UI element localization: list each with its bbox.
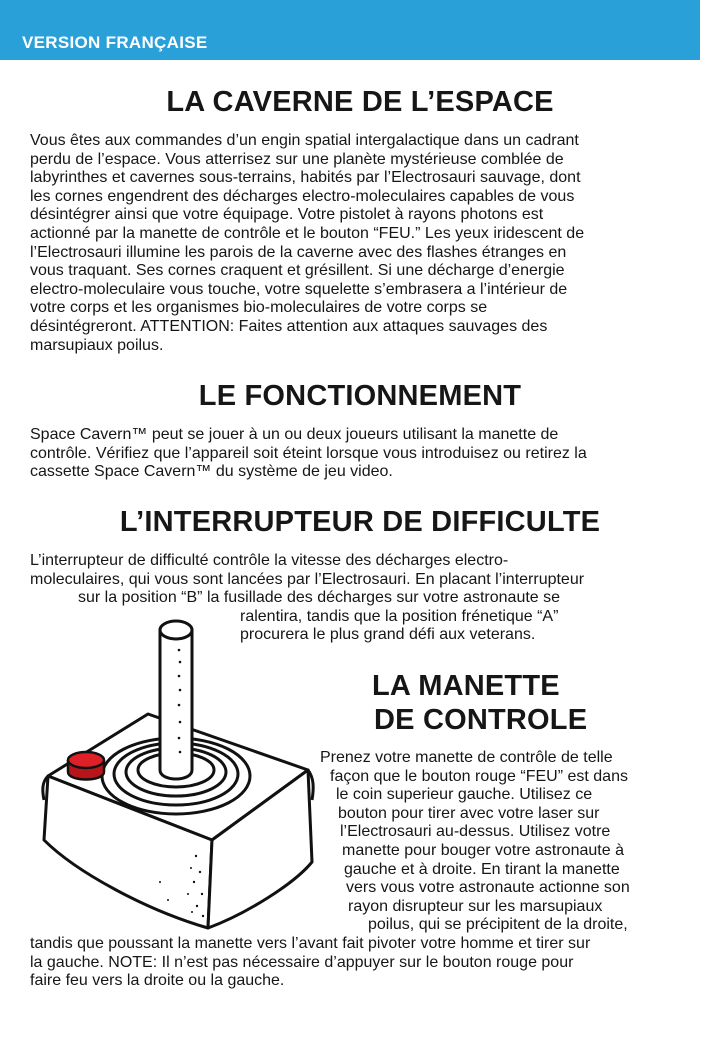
- text-line: manette pour bouger votre astronaute à: [342, 841, 624, 859]
- text-line: Space Cavern™ peut se jouer à un ou deux joueurs utilisant la manette de: [30, 426, 559, 443]
- text-line: actionné par la manette de contrôle et le bouton “FEU.” Les yeux iridescent de: [30, 224, 585, 242]
- text-line: ralentira, tandis que la position frénetique “A”: [240, 607, 559, 625]
- section-title-difficulty: L’INTERRUPTEUR DE DIFFICULTE: [119, 506, 601, 538]
- text-line: contrôle. Vérifiez que l’appareil soit éteint lorsque vous introduisez ou retirez la: [30, 444, 587, 462]
- text-line: tandis que poussant la manette vers l’avant fait pivoter votre homme et tirer sur: [30, 934, 591, 952]
- intro-paragraph: [30, 132, 584, 355]
- text-line: perdu de l’espace. Vous atterrisez sur une planète mystérieuse comblée de: [30, 150, 564, 168]
- text-line: cassette Space Cavern™ du système de jeu video.: [30, 463, 393, 481]
- section-title-operation: LE FONCTIONNEMENT: [198, 380, 522, 412]
- text-line: faire feu vers la droite ou la gauche.: [30, 972, 285, 990]
- language-tab: [0, 0, 700, 60]
- text-line: rayon disrupteur sur les marsupiaux: [348, 897, 603, 915]
- text-line: les cornes engendrent des décharges electro-moleculaires capables de vous: [30, 187, 575, 205]
- text-line: l’Electrosauri illumine les parois de la caverne avec des flashes étranges en: [30, 243, 567, 261]
- text-line: votre corps et les organismes bio-moleculaires de votre corps se: [30, 299, 488, 317]
- text-line: gauche et à droite. En tirant la manette: [344, 860, 620, 878]
- text-line: sur la position “B” la fusillade des décharges sur votre astronaute se: [78, 589, 561, 607]
- operation-paragraph: [30, 426, 587, 482]
- text-line: electro-moleculaire vous touche, votre squelette s’embrasera a l’intérieur de: [30, 280, 568, 298]
- joystick-illustration: [36, 610, 336, 940]
- text-line: le coin superieur gauche. Utilisez ce: [336, 786, 593, 804]
- language-tab-label: VERSION FRANÇAISE: [22, 33, 208, 52]
- text-line: désintégrer ainsi que votre équipage. Votre pistolet à rayons photons est: [30, 206, 544, 224]
- text-line: labyrinthes et cavernes sous-terrains, habités par l’Electrosauri sauvage, dont: [30, 169, 581, 187]
- text-line: L’interrupteur de difficulté contrôle la vitesse des décharges electro-: [30, 552, 509, 569]
- text-line: vers vous votre astronaute actionne son: [346, 879, 630, 897]
- text-line: bouton pour tirer avec votre laser sur: [338, 804, 600, 822]
- text-line: désintégreront. ATTENTION: Faites attention aux attaques sauvages des: [30, 317, 548, 335]
- section-title-controller-line1: LA MANETTE: [372, 670, 560, 702]
- text-line: poilus, qui se précipitent de la droite,: [368, 916, 628, 934]
- section-title-space-cavern: LA CAVERNE DE L’ESPACE: [166, 86, 554, 118]
- fire-button-icon: [68, 752, 104, 780]
- text-line: marsupiaux poilus.: [30, 336, 164, 354]
- text-line: l’Electrosauri au-dessus. Utilisez votre: [340, 823, 611, 841]
- section-title-controller-line2: DE CONTROLE: [374, 704, 588, 736]
- text-line: moleculaires, qui vous sont lancées par l’Electrosauri. En placant l’interrupteur: [30, 570, 585, 588]
- text-line: Vous êtes aux commandes d’un engin spatial intergalactique dans un cadrant: [30, 132, 579, 149]
- text-line: la gauche. NOTE: Il n’est pas nécessaire d’appuyer sur le bouton rouge pour: [30, 953, 574, 971]
- text-line: vous traquant. Ses cornes craquent et grésillent. Si une décharge d’energie: [30, 262, 565, 280]
- text-line: Prenez votre manette de contrôle de telle: [320, 749, 613, 766]
- text-line: procurera le plus grand défi aux veterans.: [240, 626, 536, 644]
- text-line: façon que le bouton rouge “FEU” est dans: [330, 767, 628, 785]
